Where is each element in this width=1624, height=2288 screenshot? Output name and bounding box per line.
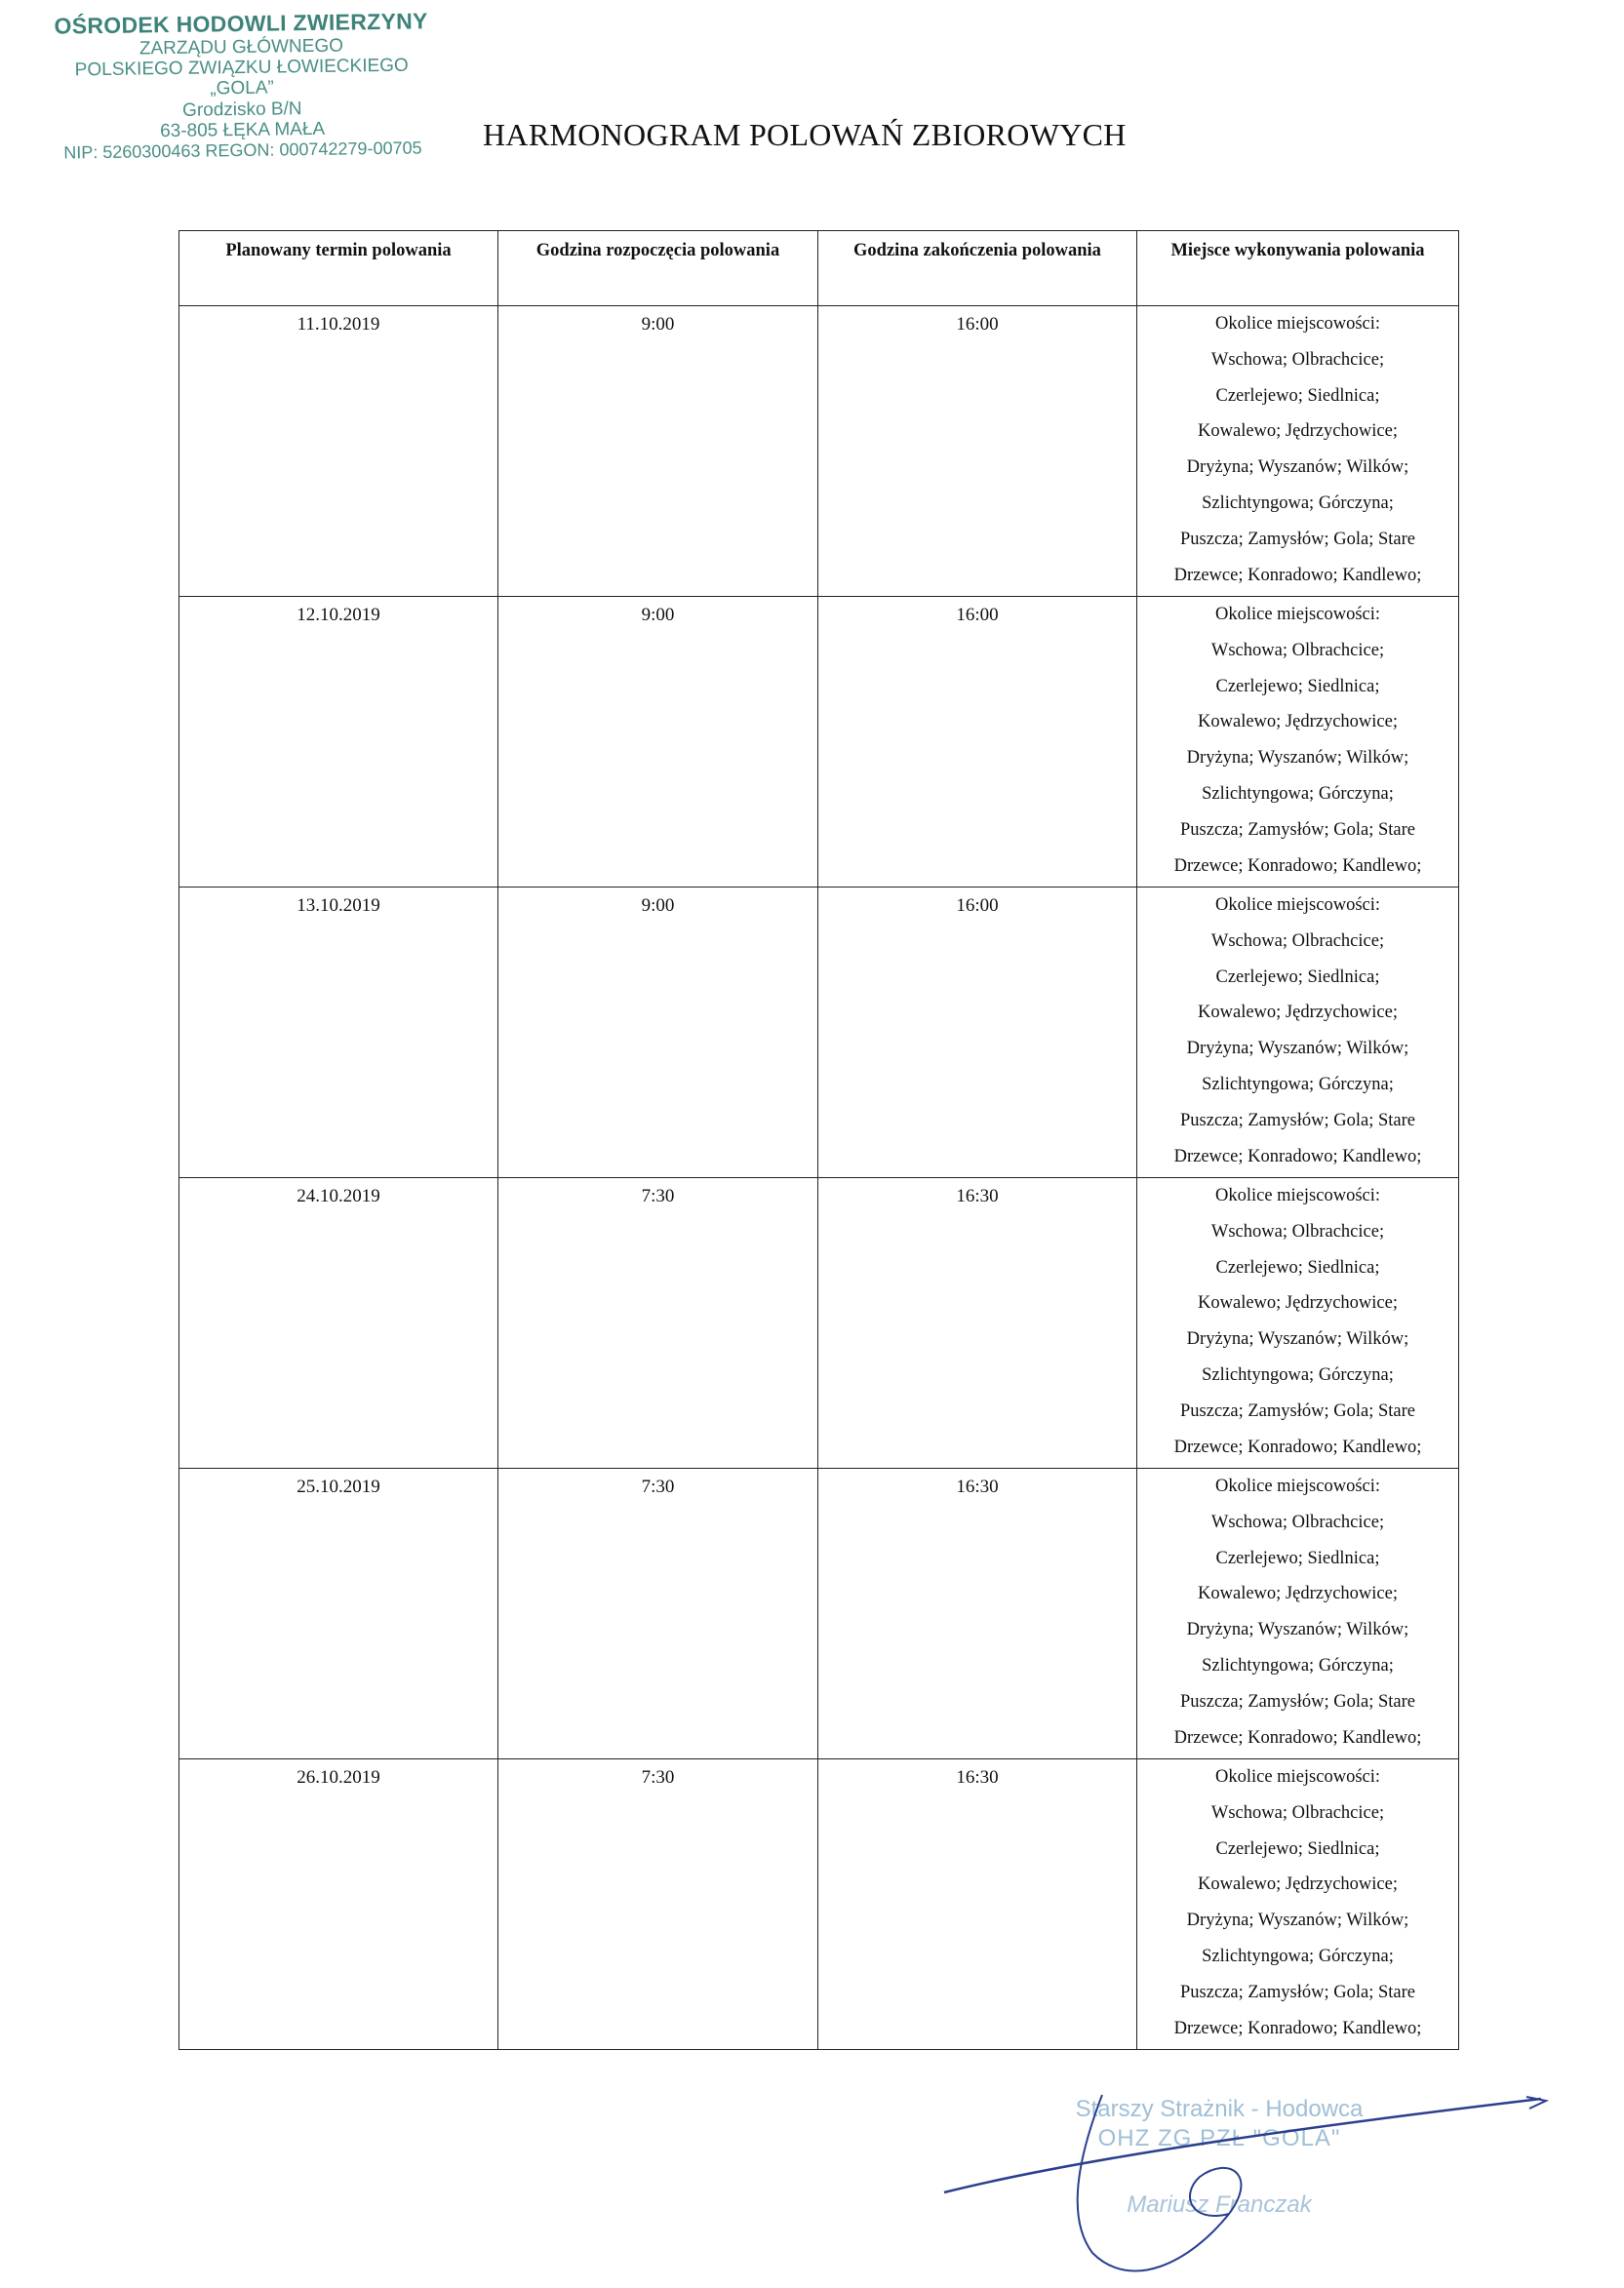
location-line: Drzewce; Konradowo; Kandlewo; bbox=[1173, 1146, 1422, 1166]
handwritten-signature bbox=[936, 2068, 1561, 2282]
stamp-line-2: POLSKIEGO ZWIĄZKU ŁOWIECKIEGO bbox=[74, 55, 409, 81]
start-time-cell: 9:00 bbox=[498, 888, 818, 1178]
location-line: Drzewce; Konradowo; Kandlewo; bbox=[1173, 565, 1422, 585]
location-line: Szlichtyngowa; Górczyna; bbox=[1202, 1655, 1394, 1676]
location-line: Szlichtyngowa; Górczyna; bbox=[1202, 1074, 1394, 1094]
location-line: Drzewce; Konradowo; Kandlewo; bbox=[1173, 1727, 1422, 1748]
location-line: Puszcza; Zamysłów; Gola; Stare bbox=[1180, 1400, 1415, 1421]
location-line: Okolice miejscowości: bbox=[1214, 314, 1381, 334]
date-cell: 11.10.2019 bbox=[179, 306, 498, 597]
location-line: Czerlejewo; Siedlnica; bbox=[1215, 1257, 1380, 1278]
signature-unit: OHZ ZG PZŁ "GOLA" bbox=[1097, 2125, 1341, 2151]
table-row bbox=[179, 306, 1459, 597]
location-line: Czerlejewo; Siedlnica; bbox=[1215, 966, 1380, 987]
start-time-cell: 7:30 bbox=[498, 1469, 818, 1759]
location-line: Okolice miejscowości: bbox=[1214, 605, 1381, 624]
table-row bbox=[179, 888, 1459, 1178]
location-line: Czerlejewo; Siedlnica; bbox=[1215, 676, 1380, 696]
organization-stamp bbox=[26, 9, 457, 163]
date-cell: 25.10.2019 bbox=[179, 1469, 498, 1759]
location-line: Wschowa; Olbrachcice; bbox=[1210, 1221, 1385, 1242]
stamp-tax-ids: NIP: 5260300463 REGON: 000742279-00705 bbox=[63, 138, 422, 163]
date-cell: 13.10.2019 bbox=[179, 888, 498, 1178]
location-line: Puszcza; Zamysłów; Gola; Stare bbox=[1180, 1982, 1415, 2002]
end-time-cell: 16:00 bbox=[818, 597, 1137, 888]
start-time-cell: 9:00 bbox=[498, 306, 818, 597]
location-line: Puszcza; Zamysłów; Gola; Stare bbox=[1180, 1110, 1415, 1130]
location-cell bbox=[1137, 1469, 1459, 1759]
location-line: Dryżyna; Wyszanów; Wilków; bbox=[1186, 748, 1409, 769]
location-line: Dryżyna; Wyszanów; Wilków; bbox=[1186, 457, 1409, 478]
start-time-cell: 9:00 bbox=[498, 597, 818, 888]
stamp-line-1: ZARZĄDU GŁÓWNEGO bbox=[139, 35, 344, 59]
signature-stamp bbox=[936, 2068, 1561, 2282]
table-row bbox=[179, 1178, 1459, 1469]
location-line: Szlichtyngowa; Górczyna; bbox=[1202, 783, 1394, 804]
location-line: Drzewce; Konradowo; Kandlewo; bbox=[1173, 1437, 1422, 1457]
end-time-cell: 16:00 bbox=[818, 888, 1137, 1178]
location-line: Wschowa; Olbrachcice; bbox=[1210, 930, 1385, 951]
table-header-row bbox=[179, 231, 1459, 306]
location-line: Drzewce; Konradowo; Kandlewo; bbox=[1173, 2018, 1422, 2038]
location-line: Okolice miejscowości: bbox=[1214, 1767, 1381, 1787]
header-location: Miejsce wykonywania polowania bbox=[1137, 231, 1459, 306]
stamp-title: OŚRODEK HODOWLI ZWIERZYNY bbox=[54, 8, 428, 39]
location-line: Okolice miejscowości: bbox=[1214, 1477, 1381, 1496]
header-start-time: Godzina rozpoczęcia polowania bbox=[498, 231, 818, 306]
date-cell: 26.10.2019 bbox=[179, 1759, 498, 2050]
location-line: Kowalewo; Jędrzychowice; bbox=[1198, 421, 1398, 442]
end-time-cell: 16:30 bbox=[818, 1178, 1137, 1469]
location-line: Wschowa; Olbrachcice; bbox=[1210, 1802, 1385, 1823]
table-row bbox=[179, 597, 1459, 888]
table-row bbox=[179, 1759, 1459, 2050]
table-row bbox=[179, 1469, 1459, 1759]
location-cell bbox=[1137, 597, 1459, 888]
signature-name: Mariusz Franczak bbox=[1127, 2191, 1312, 2218]
location-line: Kowalewo; Jędrzychowice; bbox=[1198, 1003, 1398, 1023]
location-cell bbox=[1137, 1759, 1459, 2050]
location-line: Dryżyna; Wyszanów; Wilków; bbox=[1186, 1620, 1409, 1640]
start-time-cell: 7:30 bbox=[498, 1178, 818, 1469]
location-line: Puszcza; Zamysłów; Gola; Stare bbox=[1180, 819, 1415, 840]
hunt-schedule-table bbox=[178, 230, 1459, 2050]
date-cell: 24.10.2019 bbox=[179, 1178, 498, 1469]
location-line: Dryżyna; Wyszanów; Wilków; bbox=[1186, 1329, 1409, 1350]
location-line: Drzewce; Konradowo; Kandlewo; bbox=[1173, 855, 1422, 876]
location-cell bbox=[1137, 888, 1459, 1178]
end-time-cell: 16:30 bbox=[818, 1469, 1137, 1759]
location-line: Czerlejewo; Siedlnica; bbox=[1215, 385, 1380, 406]
location-line: Kowalewo; Jędrzychowice; bbox=[1198, 1293, 1398, 1314]
header-planned-date: Planowany termin polowania bbox=[179, 231, 498, 306]
location-line: Okolice miejscowości: bbox=[1214, 895, 1381, 915]
location-line: Kowalewo; Jędrzychowice; bbox=[1198, 1874, 1398, 1895]
table-body bbox=[179, 306, 1459, 2050]
end-time-cell: 16:00 bbox=[818, 306, 1137, 597]
end-time-cell: 16:30 bbox=[818, 1759, 1137, 2050]
stamp-line-4: Grodzisko B/N bbox=[181, 98, 302, 121]
location-line: Puszcza; Zamysłów; Gola; Stare bbox=[1180, 1691, 1415, 1712]
location-line: Czerlejewo; Siedlnica; bbox=[1215, 1548, 1380, 1568]
location-cell bbox=[1137, 1178, 1459, 1469]
location-line: Kowalewo; Jędrzychowice; bbox=[1198, 1584, 1398, 1604]
location-line: Szlichtyngowa; Górczyna; bbox=[1202, 1364, 1394, 1385]
location-line: Kowalewo; Jędrzychowice; bbox=[1198, 712, 1398, 732]
location-line: Okolice miejscowości: bbox=[1214, 1186, 1381, 1205]
stamp-line-3: „GOLA” bbox=[210, 77, 274, 99]
location-line: Czerlejewo; Siedlnica; bbox=[1215, 1838, 1380, 1859]
document-title: HARMONOGRAM POLOWAŃ ZBIOROWYCH bbox=[483, 117, 1127, 152]
location-line: Szlichtyngowa; Górczyna; bbox=[1202, 493, 1394, 513]
location-line: Wschowa; Olbrachcice; bbox=[1210, 1512, 1385, 1532]
location-cell bbox=[1137, 306, 1459, 597]
signature-role: Starszy Strażnik - Hodowca bbox=[1075, 2096, 1364, 2122]
location-line: Szlichtyngowa; Górczyna; bbox=[1202, 1946, 1394, 1966]
start-time-cell: 7:30 bbox=[498, 1759, 818, 2050]
location-line: Dryżyna; Wyszanów; Wilków; bbox=[1186, 1911, 1409, 1931]
location-line: Dryżyna; Wyszanów; Wilków; bbox=[1186, 1039, 1409, 1059]
location-line: Wschowa; Olbrachcice; bbox=[1210, 349, 1385, 370]
location-line: Wschowa; Olbrachcice; bbox=[1210, 640, 1385, 660]
stamp-line-5: 63-805 ŁĘKA MAŁA bbox=[159, 118, 326, 141]
date-cell: 12.10.2019 bbox=[179, 597, 498, 888]
header-end-time: Godzina zakończenia polowania bbox=[818, 231, 1137, 306]
location-line: Puszcza; Zamysłów; Gola; Stare bbox=[1180, 529, 1415, 549]
